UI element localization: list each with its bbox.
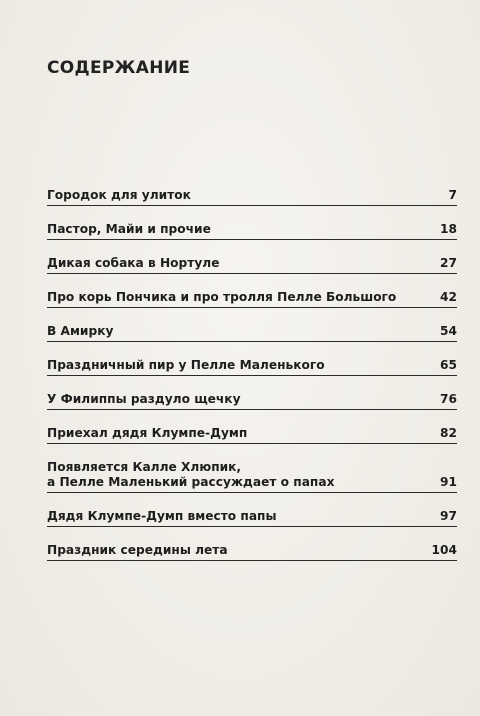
toc-entry-title: В Амирку [47,324,114,338]
toc-entry-title: Пастор, Майи и прочие [47,222,211,236]
toc-entry-page: 42 [440,290,457,304]
toc-entry-page: 54 [440,324,457,338]
toc-entry-title: Дикая собака в Нортуле [47,256,220,270]
toc-entry[interactable] [47,290,457,308]
page-title: СОДЕРЖАНИЕ [47,58,191,78]
toc-entry-title: У Филиппы раздуло щечку [47,392,241,406]
toc-entry-title-line2: а Пелле Маленький рассуждает о папах [47,475,335,489]
toc-entry-page: 18 [440,222,457,236]
toc-entry[interactable] [47,460,457,493]
toc-entry-page: 76 [440,392,457,406]
toc-entry-title: Праздник середины лета [47,543,228,557]
toc-entry-title: Дядя Клумпе-Думп вместо папы [47,509,277,523]
toc-entry[interactable] [47,509,457,527]
toc-entry[interactable] [47,256,457,274]
toc-entry-page: 97 [440,509,457,523]
toc-entry[interactable] [47,358,457,376]
toc-entry-page: 91 [440,475,457,489]
toc-entry-page: 65 [440,358,457,372]
toc-entry-title: Приехал дядя Клумпе-Думп [47,426,248,440]
toc-entry-page: 7 [448,188,457,202]
toc-entry[interactable] [47,324,457,342]
toc-entry-title: Про корь Пончика и про тролля Пелле Большого [47,290,397,304]
toc-entry-page: 27 [440,256,457,270]
table-of-contents [47,188,457,577]
toc-entry[interactable] [47,426,457,444]
toc-entry-title-line1: Появляется Калле Хлюпик, [47,460,242,474]
toc-entry-title: Праздничный пир у Пелле Маленького [47,358,325,372]
toc-entry[interactable] [47,392,457,410]
toc-entry-title: Городок для улиток [47,188,191,202]
toc-entry[interactable] [47,222,457,240]
toc-entry[interactable] [47,188,457,206]
toc-entry-page: 104 [431,543,457,557]
toc-entry-page: 82 [440,426,457,440]
toc-entry[interactable] [47,543,457,561]
